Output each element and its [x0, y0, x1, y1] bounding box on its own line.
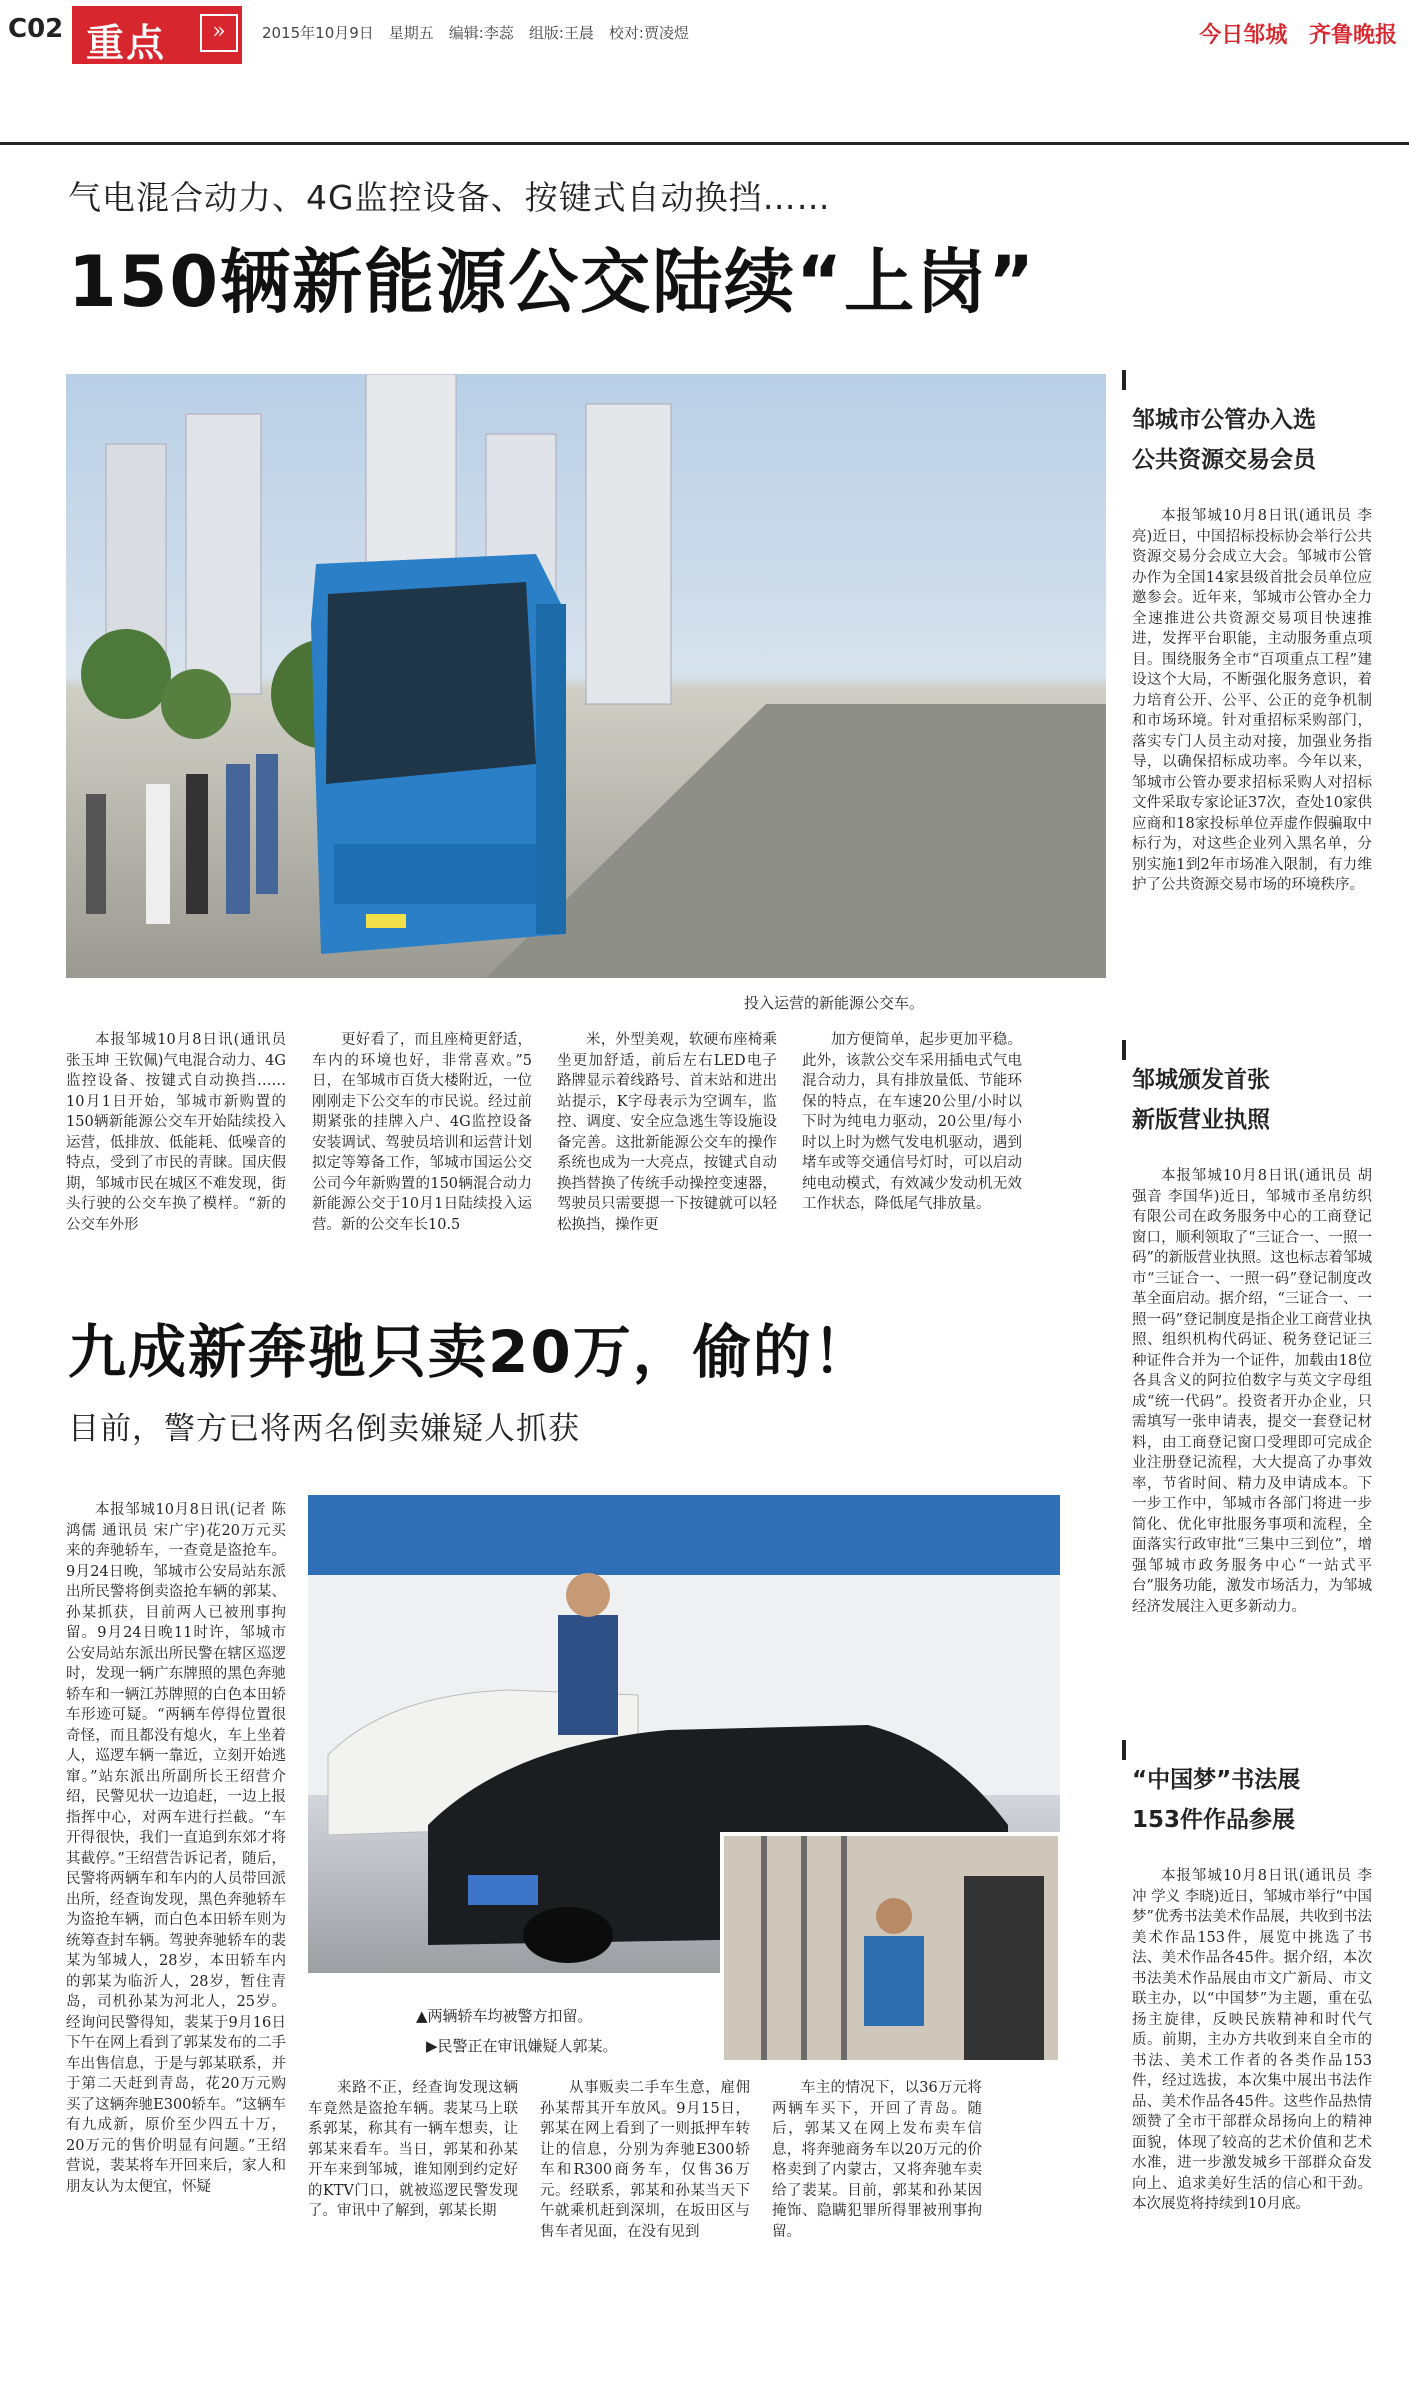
section-arrow-icon: » — [200, 14, 238, 52]
paragraph: 本报邹城10月8日讯(通讯员 胡强音 李国华)近日，邹城市圣帛纺织有限公司在政务服务中心的工商登记窗口，顺利领取了“三证合一、一照一码”的新版营业执照。这也标志着邹城市“三证合一、一照一码”登记制度改革全面启动。据介绍，“三证合一、一照一码”登记制度是指企业工商营业执照、组织机构代码证、税务登记证三种证件合并为一个证件，加载由18位各具含义的阿拉伯数字与英文字母组成“统一代码”。投资者开办企业，只需填写一张申请表，提交一套登记材料，由工商登记窗口受理即可完成企业注册登记流程，大大提高了办事效率，节省时间、精力及申请成本。下一步工作中，邹城市各部门将进一步简化、优化审批服务事项和流程，全面落实行政审批“三集中三到位”，增强邹城市政务服务中心“一站式平台”服务功能，激发市场活力，为邹城经济发展注入更多新动力。 — [1132, 1168, 1372, 1615]
bus-icon — [311, 554, 566, 954]
car-photo-caption: ▲两辆轿车均被警方扣留。 — [416, 2007, 593, 2025]
lead-headline: 150辆新能源公交陆续“上岗” — [68, 241, 1037, 323]
header-rule — [0, 142, 1409, 145]
benz-body-col1 — [66, 1500, 286, 2370]
title-line: 邹城颁发首张 — [1132, 1067, 1270, 1093]
masthead — [1199, 18, 1397, 49]
sidebar-story-2 — [1132, 1060, 1372, 1726]
edition-name: 今日邹城 — [1199, 23, 1288, 48]
paragraph: 本报邹城10月8日讯(通讯员 李亮)近日，中国招标投标协会举行公共资源交易分会成立大会。邹城市公管办作为全国14家县级首批会员单位应邀参会。近年来，邹城市公管办全力全速推进公共资源交易项目快速推进，发挥平台职能，主动服务重点项目。围绕服务全市“百项重点工程”建设这个大局，不断强化服务意识，着力培育公开、公平、公正的竞争机制和市场环境。针对重招标采购部门，落实专门人员主动对接，加强业务指导，以确保招标成功率。今年以来，邹城市公管办要求招标采购人对招标文件采取专家论证37次，查处10家供应商和18家投标单位弄虚作假骗取中标行为，对这些企业列入黑名单，分别实施1到2年市场准入限制，有力维护了公共资源交易市场的环境秩序。 — [1132, 508, 1372, 893]
sidebar-divider — [1122, 1040, 1126, 1060]
title-line: 公共资源交易会员 — [1132, 447, 1316, 473]
section-label: 重点 — [72, 6, 242, 64]
bus-photo — [66, 374, 1106, 978]
issue-meta: 2015年10月9日 星期五 编辑:李蕊 组版:王晨 校对:贾凌煜 — [262, 24, 689, 42]
paragraph: 本报邹城10月8日讯(记者 陈鸿儒 通讯员 宋广宇)花20万元买来的奔驰轿车，一查竟是盗抢车。9月24日晚，邹城市公安局站东派出所民警将倒卖盗抢车辆的郭某、孙某抓获，目前两人已被刑事拘留。9月24日晚11时许，邹城市公安局站东派出所民警在辖区巡逻时，发现一辆广东牌照的黑色奔驰轿车和一辆江苏牌照的白色本田轿车形迹可疑。“两辆车停得位置很奇怪，而且都没有熄火，车上坐着人，巡逻车辆一靠近，立刻开始逃窜。”站东派出所副所长王绍营介绍，民警见状一边追赶，一边上报指挥中心，对两车进行拦截。“车开得很快，我们一直追到东郊才将其截停。”王绍营告诉记者，随后，民警将两辆车和车内的人员带回派出所，经查询发现，黑色奔驰轿车为盗抢车辆，而白色本田轿车则为统筹查封车辆。驾驶奔驰轿车的裴某为邹城人，28岁，本田轿车内的郭某为临沂人，28岁，暂住青岛，司机孙某为河北人，25岁。经询问民警得知，裴某于9月16日下午在网上看到了郭某发布的二手车出售信息，于是与郭某联系，并于第二天赶到青岛，花20万元购买了这辆奔驰E300轿车。“这辆车有九成新，原价至少四五十万，20万元的售价明显有问题。”王绍营说，裴某将车开回来后，家人和朋友认为太便宜，怀疑 — [66, 1502, 286, 2195]
sidebar-story-1 — [1132, 400, 1372, 1006]
benz-body-col2 — [308, 2078, 518, 2378]
interrogation-scene — [724, 1836, 1058, 2060]
sidebar-divider — [1122, 370, 1126, 390]
lead-body-col4 — [802, 1030, 1022, 1290]
page-number: C02 — [8, 14, 64, 44]
sidebar — [1132, 370, 1372, 2370]
newspaper-name: 齐鲁晚报 — [1308, 22, 1397, 48]
paragraph: 车主的情况下，以36万元将两辆车买下，开回了青岛。随后，郭某又在网上发布卖车信息，将奔驰商务车以20万元的价格卖到了内蒙古，又将奔驰车卖给了裴某。目前，郭某和孙某因掩饰、隐瞒犯罪所得罪被刑事拘留。 — [772, 2080, 982, 2240]
paragraph: 米，外型美观，软硬布座椅乘坐更加舒适，前后左右LED电子路牌显示着线路号、首末站和进出站提示，K字母表示为空调车，监控、调度、安全应急逃生等设施设备完善。这批新能源公交车的操作系统也成为一大亮点，按键式自动换挡替换了传统手动操控变速器，驾驶员只需要摁一下按键就可以轻松换挡，操作更 — [557, 1032, 777, 1233]
benz-subheadline: 目前，警方已将两名倒卖嫌疑人抓获 — [68, 1411, 580, 1447]
sidebar-story-body — [1132, 1866, 1372, 2366]
interrogation-photo — [720, 1832, 1062, 2064]
title-line: 新版营业执照 — [1132, 1107, 1270, 1133]
lead-kicker: 气电混合动力、4G监控设备、按键式自动换挡…… — [68, 178, 831, 217]
sidebar-divider — [1122, 1740, 1126, 1760]
benz-headline: 九成新奔驰只卖20万，偷的！ — [68, 1318, 873, 1386]
lead-body-col2 — [312, 1030, 532, 1290]
sidebar-story-body — [1132, 1166, 1372, 1726]
paragraph: 来路不正，经查询发现这辆车竟然是盗抢车辆。裴某马上联系郭某，称其有一辆车想卖，让郭某来看车。当日，郭某和孙某开车来到邹城，谁知刚到约定好的KTV门口，就被巡逻民警发现了。审讯中了解到，郭某长期 — [308, 2080, 518, 2219]
sidebar-story-title — [1132, 1060, 1372, 1140]
paragraph: 本报邹城10月8日讯(通讯员 李冲 学义 李晓)近日，邹城市举行“中国梦”优秀书法美术作品展，共收到书法美术作品153件，展览中挑选了书法、美术作品各45件。据介绍，本次书法美术作品展由市文广新局、市文联主办，以“中国梦”为主题，重在弘扬主旋律，反映民族精神和时代气质。前期，主办方共收到来自全市的书法、美术工作者的各类作品153件，经过选拔，本次集中展出书法作品、美术作品各45件。这些作品热情颂赞了全市干部群众昂扬向上的精神面貌，体现了较高的艺术价值和艺术水准，进一步激发城乡干部群众奋发向上、追求美好生活的信心和干劲。本次展览将持续到10月底。 — [1132, 1868, 1372, 2212]
title-line: “中国梦”书法展 — [1132, 1767, 1301, 1793]
bus-scene — [66, 374, 1106, 978]
lead-body-col1 — [66, 1030, 286, 1290]
title-line: 邹城市公管办入选 — [1132, 407, 1316, 433]
sidebar-story-title — [1132, 400, 1372, 480]
paragraph: 从事贩卖二手车生意，雇佣孙某帮其开车放风。9月15日，郭某在网上看到了一则抵押车转让的信息，分别为奔驰E300轿车和R300商务车，仅售36万元。经联系，郭某和孙某当天下午就乘机赶到深圳，在坂田区与售车者见面，在没有见到 — [540, 2080, 750, 2240]
sidebar-story-title — [1132, 1760, 1372, 1840]
sidebar-story-body — [1132, 506, 1372, 1006]
benz-body-col4 — [772, 2078, 982, 2378]
benz-body-col3 — [540, 2078, 750, 2378]
bus-photo-caption: 投入运营的新能源公交车。 — [744, 994, 925, 1012]
paragraph: 本报邹城10月8日讯(通讯员 张玉坤 王钦佩)气电混合动力、4G监控设备、按键式自动换挡……10月1日开始，邹城市新购置的150辆新能源公交车开始陆续投入运营，低排放、低能耗、低噪音的特点，受到了市民的青睐。国庆假期，邹城市民在城区不难发现，街头行驶的公交车换了模样。“新的公交车外形 — [66, 1032, 286, 1233]
lead-body-col3 — [557, 1030, 777, 1290]
paragraph: 加方便简单，起步更加平稳。此外，该款公交车采用插电式气电混合动力，具有排放量低、节能环保的特点，在车速20公里/小时以下时为纯电力驱动，20公里/每小时以上时为燃气发电机驱动，遇到堵车或等交通信号灯时，可以启动纯电动模式，有效减少发动机无效工作状态，降低尾气排放量。 — [802, 1032, 1022, 1212]
paragraph: 更好看了，而且座椅更舒适，车内的环境也好，非常喜欢。”5日，在邹城市百货大楼附近，一位刚刚走下公交车的市民说。经过前期紧张的挂牌入户、4G监控设备安装调试、驾驶员培训和运营计划拟定等筹备工作，邹城市国运公交公司今年新购置的150辆混合动力新能源公交于10月1日陆续投入运营。新的公交车长10.5 — [312, 1032, 532, 1233]
sidebar-story-3 — [1132, 1760, 1372, 2366]
interrogation-photo-caption: ▶民警正在审讯嫌疑人郭某。 — [426, 2037, 618, 2055]
title-line: 153件作品参展 — [1132, 1807, 1296, 1833]
